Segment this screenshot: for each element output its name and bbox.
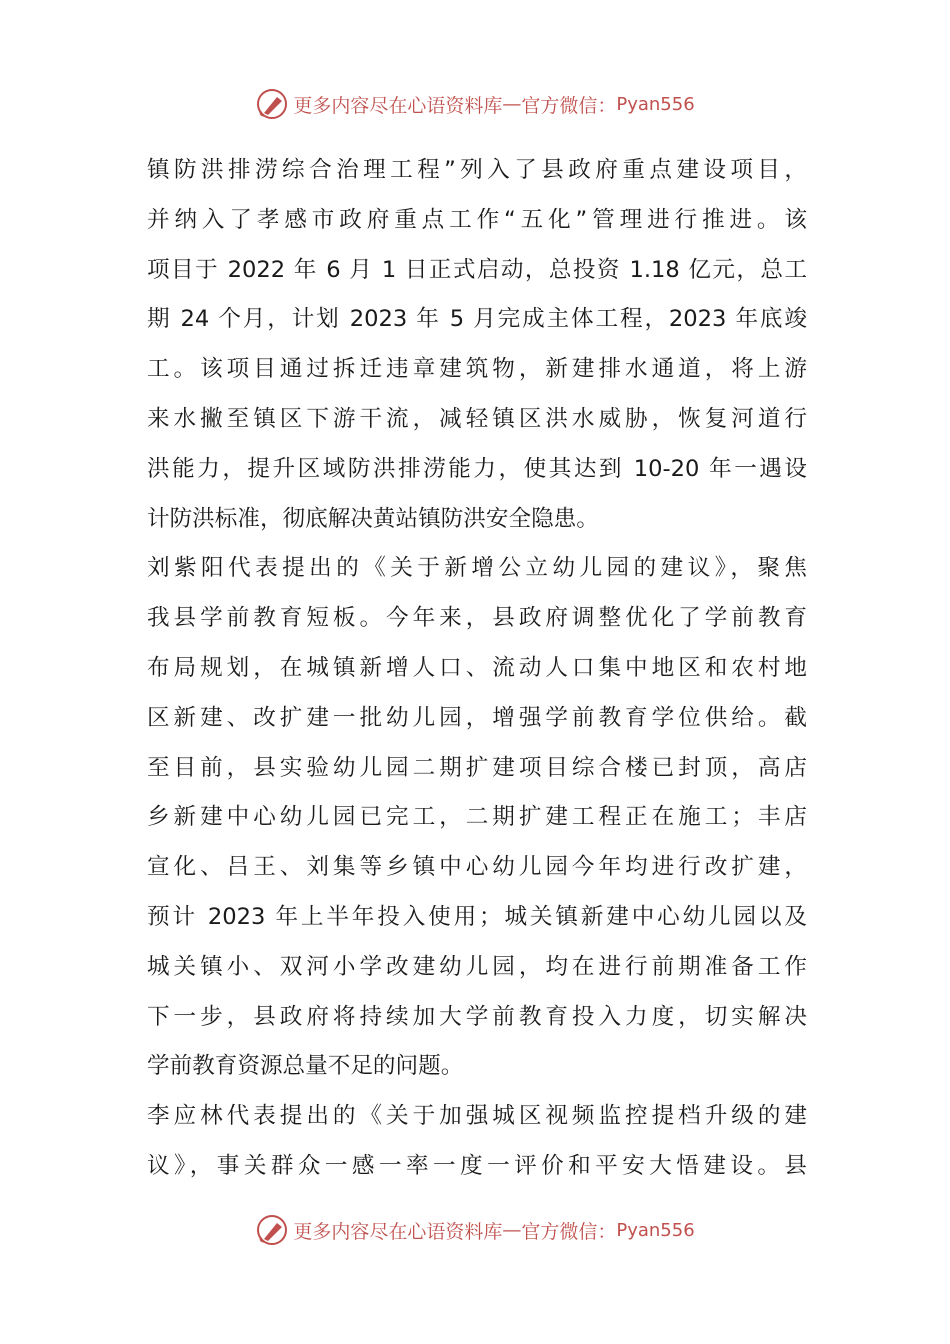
text-line: 城关镇小、双河小学改建幼儿园，均在进行前期准备工作 [147,953,807,980]
text-line: 洪能力，提升区域防洪排涝能力，使其达到 10-20 年一遇设 [147,455,807,482]
text-line: 工。该项目通过拆迁违章建筑物，新建排水通道，将上游 [147,356,807,383]
text-line: 学前教育资源总量不足的问题。 [147,1053,464,1080]
text-line: 项目于 2022 年 6 月 1 日正式启动，总投资 1.18 亿元，总工 [147,256,807,283]
document-body [147,146,807,1192]
text-line: 布局规划，在城镇新增人口、流动人口集中地区和农村地 [147,654,807,681]
footer-dash: — [502,1219,522,1241]
text-line: 乡新建中心幼儿园已完工，二期扩建工程正在施工；丰店 [147,804,807,831]
footer-banner [0,1210,950,1250]
text-line: 议》，事关群众一感一率一度一评价和平安大悟建设。县 [147,1152,807,1179]
text-line: 期 24 个月，计划 2023 年 5 月完成主体工程，2023 年底竣 [147,306,807,333]
text-line: 区新建、改扩建一批幼儿园，增强学前教育学位供给。截 [147,704,807,731]
text-line: 宣化、吕王、刘集等乡镇中心幼儿园今年均进行改扩建， [147,854,807,881]
pen-nib-circle-icon [255,1213,289,1247]
text-line: 计防洪标准，彻底解决黄站镇防洪安全隐患。 [147,505,599,532]
text-line: 并纳入了孝感市政府重点工作“五化”管理进行推进。该 [147,206,807,233]
text-line: 来水撇至镇区下游干流，减轻镇区洪水威胁，恢复河道行 [147,405,807,432]
text-line: 镇防洪排涝综合治理工程”列入了县政府重点建设项目， [147,157,807,183]
text-line: 下一步，县政府将持续加大学前教育投入力度，切实解决 [147,1003,807,1030]
footer-suffix: 官方微信： [521,1220,617,1243]
text-line: 李应林代表提出的《关于加强城区视频监控提档升级的建 [147,1103,807,1130]
pen-nib-circle-icon [255,87,289,121]
footer-prefix: 更多内容尽在心语资料库 [293,1220,503,1243]
text-line: 至目前，县实验幼儿园二期扩建项目综合楼已封顶，高店 [147,754,807,781]
text-line: 刘紫阳代表提出的《关于新增公立幼儿园的建议》，聚焦 [147,555,807,582]
header-dash: — [502,93,522,115]
header-suffix: 官方微信： [521,94,617,117]
header-wechat-id: Pyan556 [616,93,695,115]
header-prefix: 更多内容尽在心语资料库 [293,94,503,117]
text-line: 我县学前教育短板。今年来，县政府调整优化了学前教育 [147,605,807,632]
header-banner [0,84,950,124]
footer-wechat-id: Pyan556 [616,1219,695,1241]
text-line: 预计 2023 年上半年投入使用；城关镇新建中心幼儿园以及 [147,903,807,930]
